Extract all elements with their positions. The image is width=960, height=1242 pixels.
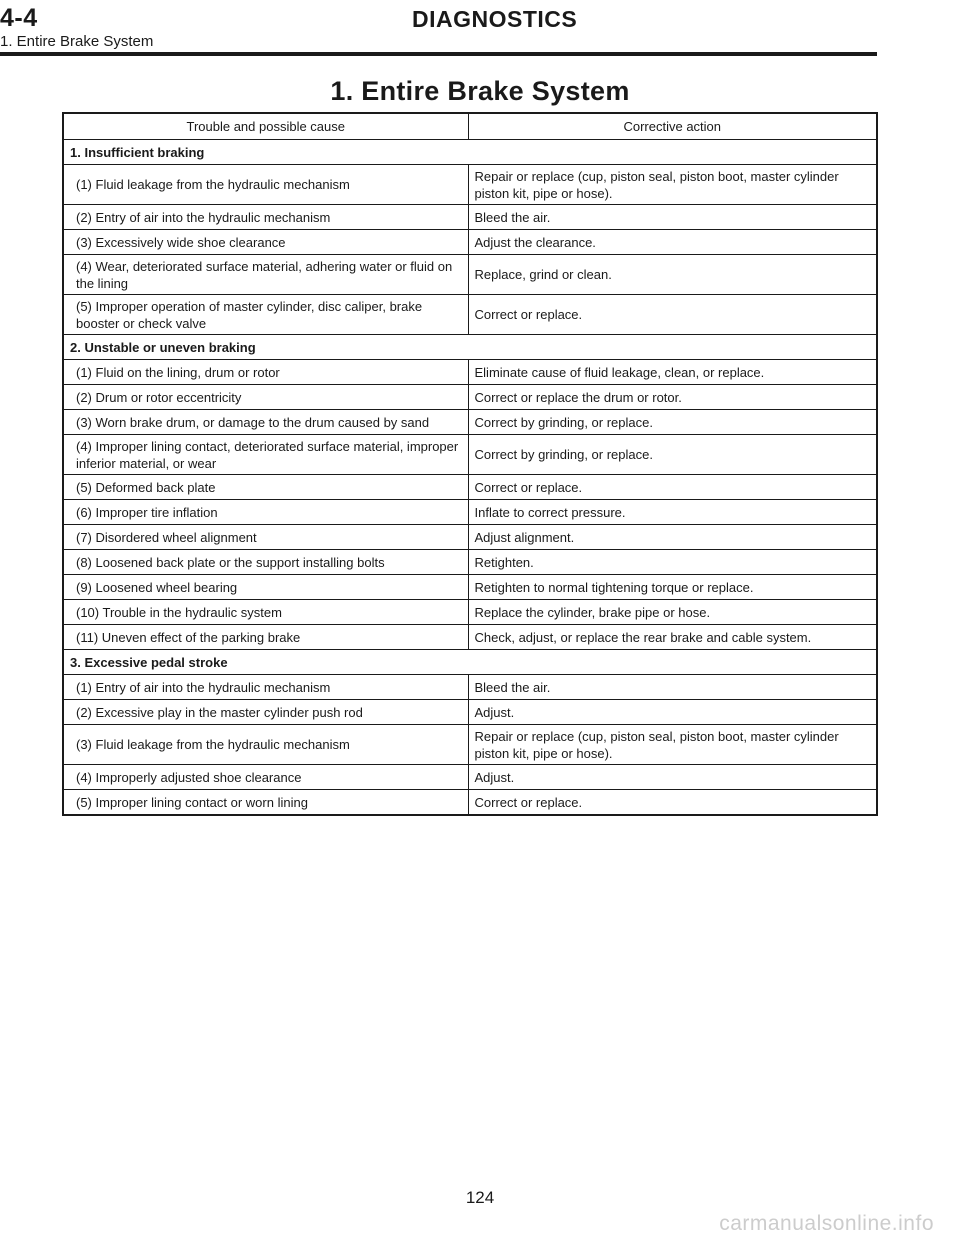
- table-row: [63, 410, 877, 435]
- cause-cell: (2) Excessive play in the master cylinder push rod: [63, 700, 468, 725]
- cause-cell: (2) Drum or rotor eccentricity: [63, 385, 468, 410]
- table-row: [63, 255, 877, 295]
- action-cell: Correct by grinding, or replace.: [468, 410, 877, 435]
- table-row: [63, 295, 877, 335]
- cause-cell: (8) Loosened back plate or the support installing bolts: [63, 550, 468, 575]
- table-row: [63, 675, 877, 700]
- action-cell: Retighten to normal tightening torque or replace.: [468, 575, 877, 600]
- table-row: [63, 625, 877, 650]
- table-row: [63, 360, 877, 385]
- action-cell: Eliminate cause of fluid leakage, clean, or replace.: [468, 360, 877, 385]
- cause-cell: (11) Uneven effect of the parking brake: [63, 625, 468, 650]
- header-rule: [0, 52, 877, 56]
- cause-cell: (9) Loosened wheel bearing: [63, 575, 468, 600]
- action-cell: Adjust alignment.: [468, 525, 877, 550]
- action-cell: Adjust the clearance.: [468, 230, 877, 255]
- action-cell: Retighten.: [468, 550, 877, 575]
- section-title: DIAGNOSTICS: [412, 6, 578, 32]
- cause-cell: (5) Improper lining contact or worn lining: [63, 790, 468, 816]
- action-cell: Bleed the air.: [468, 205, 877, 230]
- table-row: [63, 205, 877, 230]
- cause-cell: (1) Entry of air into the hydraulic mechanism: [63, 675, 468, 700]
- section-number: 4-4: [0, 4, 38, 32]
- action-cell: Correct or replace.: [468, 295, 877, 335]
- table-row: [63, 725, 877, 765]
- action-cell: Repair or replace (cup, piston seal, piston boot, master cylinder piston kit, pipe or hose).: [468, 725, 877, 765]
- action-cell: Adjust.: [468, 700, 877, 725]
- action-cell: Bleed the air.: [468, 675, 877, 700]
- section-subtitle: 1. Entire Brake System: [0, 33, 154, 50]
- table-row: [63, 765, 877, 790]
- cause-cell: (4) Wear, deteriorated surface material, adhering water or fluid on the lining: [63, 255, 468, 295]
- table-row: [63, 575, 877, 600]
- table-row: [63, 165, 877, 205]
- action-cell: Replace the cylinder, brake pipe or hose.: [468, 600, 877, 625]
- cause-cell: (3) Fluid leakage from the hydraulic mechanism: [63, 725, 468, 765]
- cause-cell: (7) Disordered wheel alignment: [63, 525, 468, 550]
- cause-cell: (5) Deformed back plate: [63, 475, 468, 500]
- cause-cell: (3) Excessively wide shoe clearance: [63, 230, 468, 255]
- group-row: [63, 335, 877, 360]
- table-row: [63, 700, 877, 725]
- cause-cell: (1) Fluid on the lining, drum or rotor: [63, 360, 468, 385]
- page-title: 1. Entire Brake System: [330, 76, 630, 106]
- table-row: [63, 435, 877, 475]
- cause-cell: (2) Entry of air into the hydraulic mechanism: [63, 205, 468, 230]
- group-title: 2. Unstable or uneven braking: [63, 335, 877, 360]
- table-row: [63, 385, 877, 410]
- table-row: [63, 525, 877, 550]
- cause-cell: (6) Improper tire inflation: [63, 500, 468, 525]
- column-header-cause: Trouble and possible cause: [63, 113, 468, 140]
- page-number: 124: [465, 1188, 495, 1207]
- action-cell: Adjust.: [468, 765, 877, 790]
- table-row: [63, 790, 877, 816]
- watermark: carmanualsonline.info: [719, 1212, 934, 1235]
- table-row: [63, 500, 877, 525]
- table-header-row: [63, 113, 877, 140]
- group-row: [63, 140, 877, 165]
- group-row: [63, 650, 877, 675]
- action-cell: Correct or replace.: [468, 790, 877, 816]
- group-title: 3. Excessive pedal stroke: [63, 650, 877, 675]
- cause-cell: (4) Improperly adjusted shoe clearance: [63, 765, 468, 790]
- cause-cell: (4) Improper lining contact, deteriorated surface material, improper inferior material, or wear: [63, 435, 468, 475]
- cause-cell: (10) Trouble in the hydraulic system: [63, 600, 468, 625]
- action-cell: Correct or replace the drum or rotor.: [468, 385, 877, 410]
- cause-cell: (1) Fluid leakage from the hydraulic mechanism: [63, 165, 468, 205]
- cause-cell: (3) Worn brake drum, or damage to the drum caused by sand: [63, 410, 468, 435]
- action-cell: Replace, grind or clean.: [468, 255, 877, 295]
- table-row: [63, 600, 877, 625]
- table-row: [63, 475, 877, 500]
- cause-cell: (5) Improper operation of master cylinder, disc caliper, brake booster or check valve: [63, 295, 468, 335]
- action-cell: Repair or replace (cup, piston seal, piston boot, master cylinder piston kit, pipe or hose).: [468, 165, 877, 205]
- action-cell: Inflate to correct pressure.: [468, 500, 877, 525]
- table-row: [63, 230, 877, 255]
- page-header: [0, 0, 960, 60]
- action-cell: Correct or replace.: [468, 475, 877, 500]
- action-cell: Correct by grinding, or replace.: [468, 435, 877, 475]
- troubleshooting-table: [62, 112, 878, 816]
- action-cell: Check, adjust, or replace the rear brake and cable system.: [468, 625, 877, 650]
- column-header-action: Corrective action: [468, 113, 877, 140]
- group-title: 1. Insufficient braking: [63, 140, 877, 165]
- table-row: [63, 550, 877, 575]
